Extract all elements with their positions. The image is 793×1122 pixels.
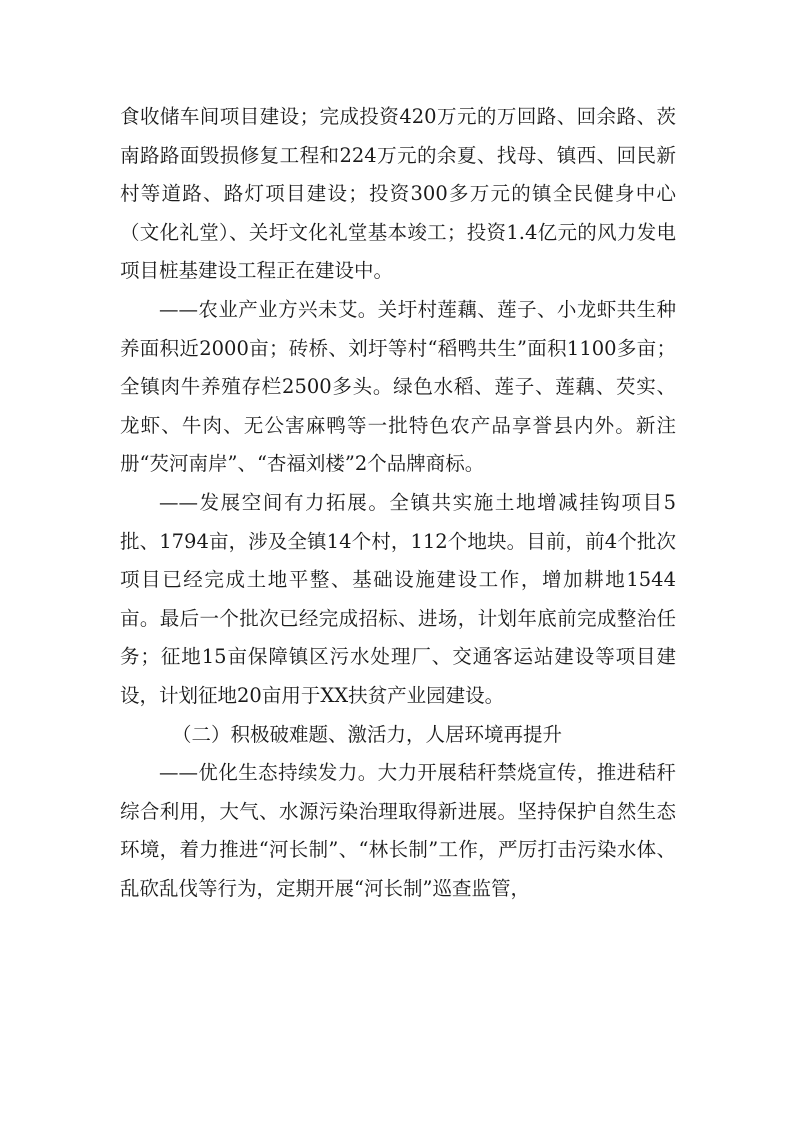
document-page [120, 98, 676, 908]
section-heading: （二）积极破难题、激活力，人居环境再提升 [172, 722, 563, 746]
body-paragraph-development-space: ——发展空间有力拓展。全镇共实施土地增减挂钩项目5批、1794亩，涉及全镇14个村，112个地块。目前，前4个批次项目已经完成土地平整、基础设施建设工作，增加耕地1544亩。最后一个批次已经完成招标、进场，计划年底前完成整治任务；征地15亩保障镇区污水处理厂、交通客运站建设等项目建设，计划征地20亩用于XX扶贫产业园建设。 [120, 490, 676, 707]
body-paragraph-agriculture: ——农业产业方兴未艾。关圩村莲藕、莲子、小龙虾共生种养面积近2000亩；砖桥、刘圩等村“稻鸭共生”面积1100多亩；全镇肉牛养殖存栏2500多头。绿色水稻、莲子、莲藕、芡实、龙虾、牛肉、无公害麻鸭等一批特色农产品享誉县内外。新注册“芡河南岸”、“杏福刘楼”2个品牌商标。 [120, 297, 676, 476]
body-paragraph-continued: 食收储车间项目建设；完成投资420万元的万回路、回余路、茨南路路面毁损修复工程和224万元的余夏、找母、镇西、回民新村等道路、路灯项目建设；投资300多万元的镇全民健身中心（文化礼堂）、关圩文化礼堂基本竣工；投资1.4亿元的风力发电项目桩基建设工程正在建设中。 [120, 105, 676, 283]
body-paragraph-ecology: ——优化生态持续发力。大力开展秸秆禁烧宣传，推进秸秆综合利用，大气、水源污染治理取得新进展。坚持保护自然生态环境，着力推进“河长制”、“林长制”工作，严厉打击污染水体、乱砍乱伐等行为，定期开展“河长制”巡查监管， [120, 761, 676, 900]
